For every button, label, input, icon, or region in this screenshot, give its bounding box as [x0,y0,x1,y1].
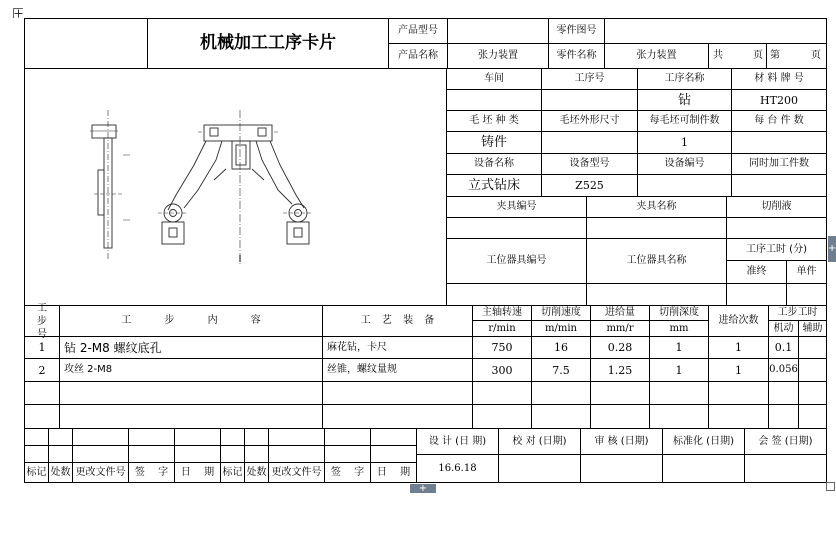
col-speed: 切削速度 [541,307,581,318]
step-2-equipment[interactable]: 丝锥，螺纹量规 [327,364,397,375]
date-label-2: 日 期 [376,466,411,478]
equip-name-label: 设备名称 [474,158,514,169]
part-drawing-no-value[interactable] [605,19,826,43]
design-label: 设 计 (日 期) [428,435,487,447]
col-content: 工 步 内 容 [121,315,261,326]
material-label: 材 料 牌 号 [754,73,804,84]
card-title: 机械加工工序卡片 [200,33,336,53]
equip-name-value[interactable]: 立式钻床 [467,178,520,193]
step-2-feed[interactable]: 1.25 [607,363,633,377]
step-1-spindle[interactable]: 750 [491,341,513,354]
step-2-content[interactable]: 攻丝 2-M8 [64,364,113,375]
count-label-1: 处数 [50,466,71,478]
col-spindle-unit: r/min [488,322,516,334]
product-model-value[interactable] [448,19,548,43]
review-label: 审 核 (日期) [594,435,649,447]
col-passes: 进给次数 [718,315,759,326]
fixture-no-label: 夹具编号 [496,201,537,212]
mark-label-1: 标记 [26,466,47,478]
blank-size-label: 毛坯外形尺寸 [559,115,620,126]
check-label: 校 对 (日期) [512,435,567,447]
simul-label: 同时加工件数 [749,158,809,169]
doc-no-label-2: 更改文件号 [271,466,322,478]
col-depth: 切削深度 [659,307,699,318]
page-label-2: 页 [811,50,821,61]
step-1-machine-time[interactable]: 0.1 [774,341,793,354]
prep-time-label: 准终 [746,266,767,277]
col-spindle: 主轴转速 [482,307,522,318]
step-2-machine-time[interactable]: 0.056 [769,364,798,375]
step-1-no: 1 [38,341,46,354]
col-machine-time: 机动 [773,322,794,334]
blank-type-value[interactable]: 铸件 [480,135,507,150]
countersign-label: 会 签 (日期) [758,435,813,447]
part-name-value[interactable]: 张力装置 [636,50,677,61]
step-2-depth[interactable]: 1 [675,363,683,377]
table-resize-corner-icon[interactable] [826,482,836,492]
col-time: 工步工时 [777,307,818,318]
total-label: 共 [713,50,723,61]
mark-label-2: 标记 [222,466,243,478]
part-name-label: 零件名称 [556,50,597,61]
step-2-speed[interactable]: 7.5 [552,363,570,377]
material-value[interactable]: HT200 [760,93,798,107]
col-aux-time: 辅助 [802,322,823,334]
add-column-plus-icon[interactable]: + [828,236,836,262]
step-1-passes[interactable]: 1 [735,341,742,354]
equip-model-value[interactable]: Z525 [575,179,604,192]
col-step-no: 工步号 [37,302,47,340]
design-date[interactable]: 16.6.18 [438,462,477,474]
part-drawing [26,70,444,303]
fixture-name-label: 夹具名称 [636,201,677,212]
step-2-no: 2 [38,363,46,377]
workshop-label: 车间 [484,73,504,84]
doc-no-label-1: 更改文件号 [75,466,126,478]
step-1-equipment[interactable]: 麻花钻，卡尺 [327,341,387,353]
table-move-handle-icon[interactable] [13,8,23,18]
count-label-2: 处数 [246,466,267,478]
equip-model-label: 设备型号 [569,158,610,169]
parts-per-blank-label: 每毛坯可制件数 [649,115,720,126]
date-label-1: 日 期 [180,466,215,478]
blank-type-label: 毛 坯 种 类 [469,115,519,126]
step-1-content[interactable]: 钻 2-M8 螺纹底孔 [64,340,162,355]
station-tool-no-label: 工位器具编号 [486,255,547,266]
product-model-label: 产品型号 [398,25,438,36]
step-1-depth[interactable]: 1 [675,341,683,354]
step-1-feed[interactable]: 0.28 [607,341,633,354]
col-equipment: 工 艺 装 备 [360,315,435,326]
nth-label: 第 [770,50,780,61]
page-label: 页 [753,50,763,61]
step-1-speed[interactable]: 16 [554,341,568,354]
col-speed-unit: m/min [545,322,577,334]
parts-per-blank-value[interactable]: 1 [681,136,688,149]
col-feed-unit: mm/r [606,322,634,334]
product-name-label: 产品名称 [398,50,438,61]
per-unit-label: 每 台 件 数 [754,115,804,126]
sign-label-1: 签 字 [134,466,169,478]
part-drawing-no-label: 零件图号 [556,25,597,36]
step-2-passes[interactable]: 1 [735,363,742,377]
col-depth-unit: mm [669,322,689,334]
coolant-label: 切削液 [761,201,792,212]
unit-time-label: 单件 [796,266,817,277]
op-time-label: 工序工时 (分) [746,243,807,255]
add-row-plus-icon[interactable]: + [410,484,436,493]
sign-label-2: 签 字 [330,466,365,478]
col-feed: 进给量 [605,307,635,318]
step-2-spindle[interactable]: 300 [491,363,513,377]
op-name-label: 工序名称 [664,73,705,84]
equip-no-label: 设备编号 [664,158,705,169]
op-name-value[interactable]: 钻 [677,92,691,108]
product-name-value[interactable]: 张力装置 [478,50,518,61]
op-no-label: 工序号 [574,73,605,84]
station-tool-name-label: 工位器具名称 [626,255,687,266]
standardization-label: 标准化 (日期) [673,435,734,447]
